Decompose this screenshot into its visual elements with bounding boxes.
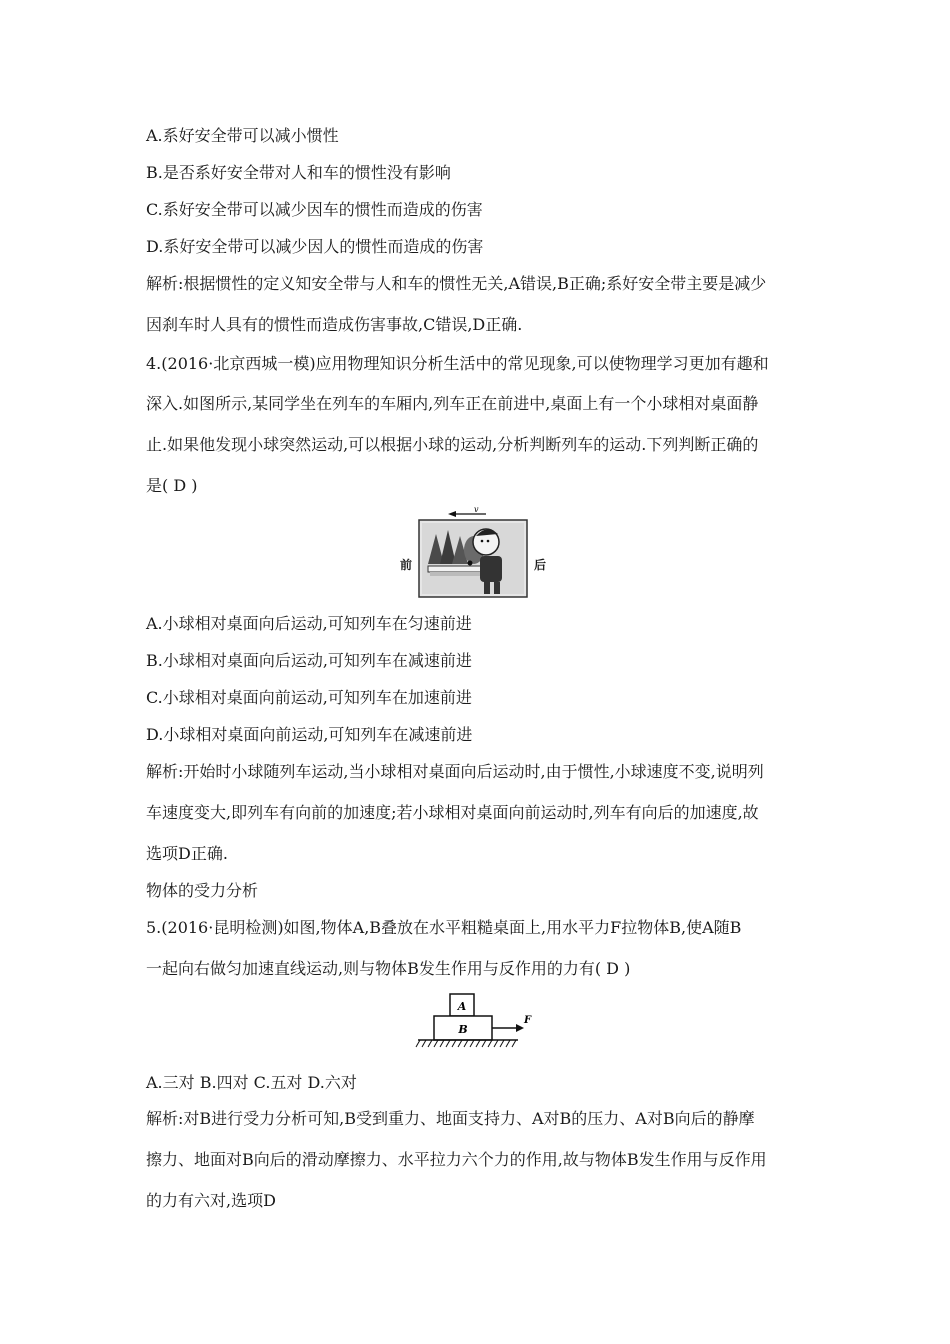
q4-analysis-line-2: 车速度变大,即列车有向前的加速度;若小球相对桌面向前运动时,列车有向后的加速度,故 [146,803,759,822]
q3-analysis-line-2: 因刹车时人具有的惯性而造成伤害事故,C错误,D正确. [146,315,523,334]
section-title: 物体的受力分析 [146,881,259,900]
ball [468,561,473,566]
q5-stem-line-1: 5.(2016·昆明检测)如图,物体A,B叠放在水平粗糙桌面上,用水平力F拉物体B,使A随B [146,918,742,937]
velocity-arrowhead [448,511,456,517]
q4-option-a: A.小球相对桌面向后运动,可知列车在匀速前进 [146,614,472,633]
back-label: 后 [534,558,547,572]
train-carriage-figure [418,506,528,598]
block-force-figure [414,992,538,1054]
q5-analysis-line-2: 擦力、地面对B向后的滑动摩擦力、水平拉力六个力的作用,故与物体B发生作用与反作用 [146,1150,767,1169]
force-arrowhead [516,1024,524,1032]
velocity-label: v [474,506,479,514]
q3-analysis-line-1: 解析:根据惯性的定义知安全带与人和车的惯性无关,A错误,B正确;系好安全带主要是减少 [146,274,767,293]
q5-stem-line-2: 一起向右做匀加速直线运动,则与物体B发生作用与反作用的力有( D ) [146,959,631,978]
q4-option-c: C.小球相对桌面向前运动,可知列车在加速前进 [146,688,472,707]
q4-option-d: D.小球相对桌面向前运动,可知列车在减速前进 [146,725,473,744]
q3-option-a: A.系好安全带可以减小惯性 [146,126,339,145]
q4-stem-line-4: 是( D ) [146,476,198,495]
q3-option-d: D.系好安全带可以减少因人的惯性而造成的伤害 [146,237,484,256]
block-a-label: A [457,1000,467,1013]
front-label: 前 [400,558,413,572]
q4-option-b: B.小球相对桌面向后运动,可知列车在减速前进 [146,651,472,670]
ground-hatching [416,1040,516,1047]
q4-stem-line-2: 深入.如图所示,某同学坐在列车的车厢内,列车正在前进中,桌面上有一个小球相对桌面静 [146,394,759,413]
q3-option-b: B.是否系好安全带对人和车的惯性没有影响 [146,163,451,182]
q5-options: A.三对 B.四对 C.五对 D.六对 [146,1073,357,1092]
table-edge [430,572,486,576]
q4-analysis-line-1: 解析:开始时小球随列车运动,当小球相对桌面向后运动时,由于惯性,小球速度不变,说明列 [146,762,764,781]
q5-analysis-line-1: 解析:对B进行受力分析可知,B受到重力、地面支持力、A对B的压力、A对B向后的静摩 [146,1109,755,1128]
force-label: F [524,1015,532,1026]
q4-stem-line-1: 4.(2016·北京西城一模)应用物理知识分析生活中的常见现象,可以使物理学习更加有趣和 [146,354,769,373]
block-b-label: B [458,1023,468,1036]
table-top [428,566,488,572]
q4-stem-line-3: 止.如果他发现小球突然运动,可以根据小球的运动,分析判断列车的运动.下列判断正确的 [146,435,759,454]
q4-analysis-line-3: 选项D正确. [146,844,228,863]
q5-analysis-line-3: 的力有六对,选项D [146,1191,276,1210]
q3-option-c: C.系好安全带可以减少因车的惯性而造成的伤害 [146,200,483,219]
